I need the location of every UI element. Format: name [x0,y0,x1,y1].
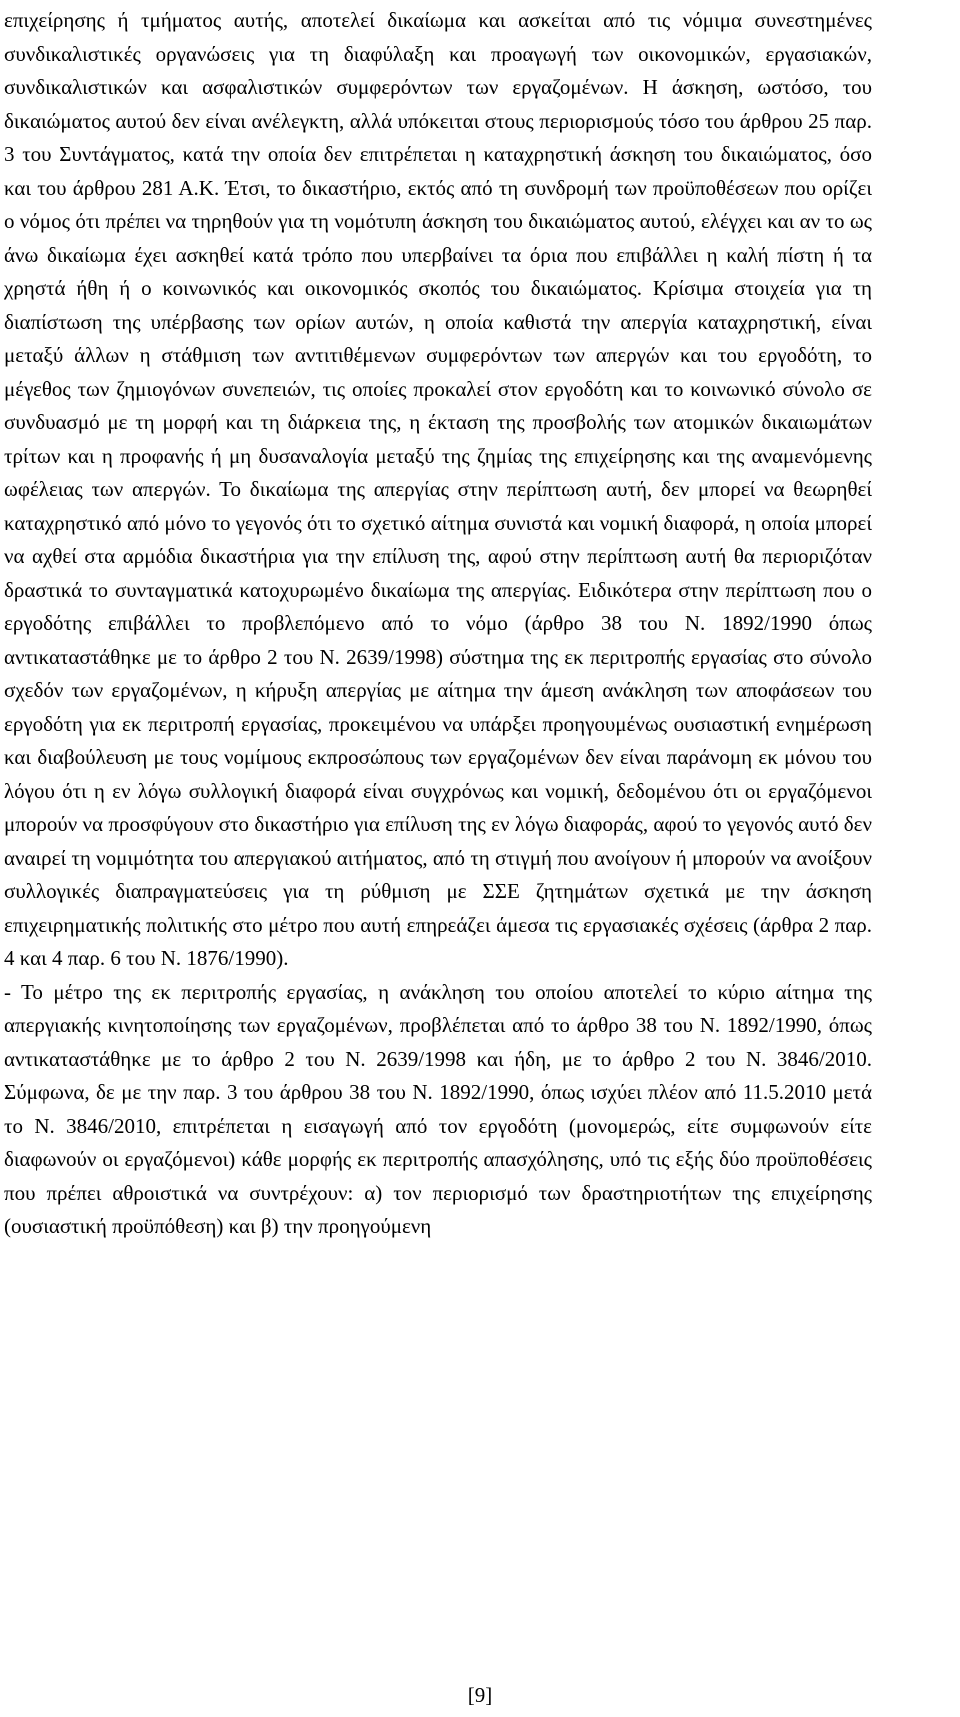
paragraph-strike-abuse: επιχείρησης ή τμήματος αυτής, αποτελεί δικαίωμα και ασκείται από τις νόμιμα συνεστημένες συνδικαλιστικές οργανώσεις για τη διαφύλαξη και προαγωγή των οικονομικών, εργασιακών, συνδικαλιστικών και ασφαλιστικών συμφερόντων των εργαζομένων. Η άσκηση, ωστόσο, του δικαιώματος αυτού δεν είναι ανέλεγκτη, αλλά υπόκειται στους περιορισμούς τόσο του άρθρου 25 παρ. 3 του Συντάγματος, κατά την οποία δεν επιτρέπεται η καταχρηστική άσκηση του δικαιώματος, όσο και του άρθρου 281 Α.Κ. Έτσι, το δικαστήριο, εκτός από τη συνδρομή των προϋποθέσεων που ορίζει ο νόμος ότι πρέπει να τηρηθούν για τη νομότυπη άσκηση του δικαιώματος αυτού, ελέγχει και αν το ως άνω δικαίωμα έχει ασκηθεί κατά τρόπο που υπερβαίνει τα όρια που επιβάλλει η καλή πίστη ή τα χρηστά ήθη ή ο κοινωνικός και οικονομικός σκοπός του δικαιώματος. Κρίσιμα στοιχεία για τη διαπίστωση της υπέρβασης των ορίων αυτών, η οποία καθιστά την απεργία καταχρηστική, είναι μεταξύ άλλων η στάθμιση των αντιτιθέμενων συμφερόντων των απεργών και του εργοδότη, το μέγεθος των ζημιογόνων συνεπειών, τις οποίες προκαλεί στον εργοδότη και το κοινωνικό σύνολο σε συνδυασμό με τη μορφή και τη διάρκεια της, η έκταση της προσβολής των ατομικών δικαιωμάτων τρίτων και η προφανής ή μη δυσαναλογία μεταξύ της ζημίας της επιχείρησης και της αναμενόμενης ωφέλειας των απεργών. Το δικαίωμα της απεργίας στην περίπτωση αυτή, δεν μπορεί να θεωρηθεί καταχρηστικό από μόνο το γεγονός ότι το σχετικό αίτημα συνιστά και νομική διαφορά, η οποία μπορεί να αχθεί στα αρμόδια δικαστήρια για την επίλυση της, αφού στην περίπτωση αυτή θα περιοριζόταν δραστικά το συνταγματικά κατοχυρωμένο δικαίωμα της απεργίας. Ειδικότερα στην περίπτωση που ο εργοδότης επιβάλλει το προβλεπόμενο από το νόμο (άρθρο 38 του Ν. 1892/1990 όπως αντικαταστάθηκε με το άρθρο 2 του Ν. 2639/1998) σύστημα της εκ περιτροπής εργασίας στο σύνολο σχεδόν των εργαζομένων, η κήρυξη απεργίας με αίτημα την άμεση ανάκληση των αποφάσεων του εργοδότη για εκ περιτροπή εργασίας, προκειμένου να υπάρξει προηγουμένως ουσιαστική ενημέρωση και διαβούλευση με τους νομίμους εκπροσώπους των εργαζομένων δεν είναι παράνομη εκ μόνου του λόγου ότι η εν λόγω συλλογική διαφορά είναι συγχρόνως και νομική, δεδομένου ότι οι εργαζόμενοι μπορούν να προσφύγουν στο δικαστήριο για επίλυση της εν λόγω διαφοράς, αφού το γεγονός αυτό δεν αναιρεί τη νομιμότητα του απεργιακού αιτήματος, από τη στιγμή που ανοίγουν ή μπορούν να ανοίξουν συλλογικές διαπραγματεύσεις για τη ρύθμιση με ΣΣΕ ζητημάτων σχετικά με την άσκηση επιχειρηματικής πολιτικής στο μέτρο που αυτή επηρεάζει άμεσα τις εργασιακές σχέσεις (άρθρα 2 παρ. 4 και 4 παρ. 6 του Ν. 1876/1990). [4,8,872,970]
paragraph-rotation-work: - Το μέτρο της εκ περιτροπής εργασίας, η ανάκληση του οποίου αποτελεί το κύριο αίτημα της απεργιακής κινητοποίησης των εργαζομένων, προβλέπεται από το άρθρο 38 του Ν. 1892/1990, όπως αντικαταστάθηκε με το άρθρο 2 του Ν. 2639/1998 και ήδη, με το άρθρο 2 του Ν. 3846/2010. Σύμφωνα, δε με την παρ. 3 του άρθρου 38 του Ν. 1892/1990, όπως ισχύει πλέον από 11.5.2010 μετά το Ν. 3846/2010, επιτρέπεται η εισαγωγή από τον εργοδότη (μονομερώς, είτε συμφωνούν είτε διαφωνούν οι εργαζόμενοι) κάθε μορφής εκ περιτροπής απασχόλησης, υπό τις εξής δύο προϋποθέσεις που πρέπει αθροιστικά να συντρέχουν: α) τον περιορισμό των δραστηριοτήτων της επιχείρησης (ουσιαστική προϋπόθεση) και β) την προηγούμενη [4,979,872,1238]
document-body [4,4,872,1244]
page-number: [9] [467,1683,493,1707]
